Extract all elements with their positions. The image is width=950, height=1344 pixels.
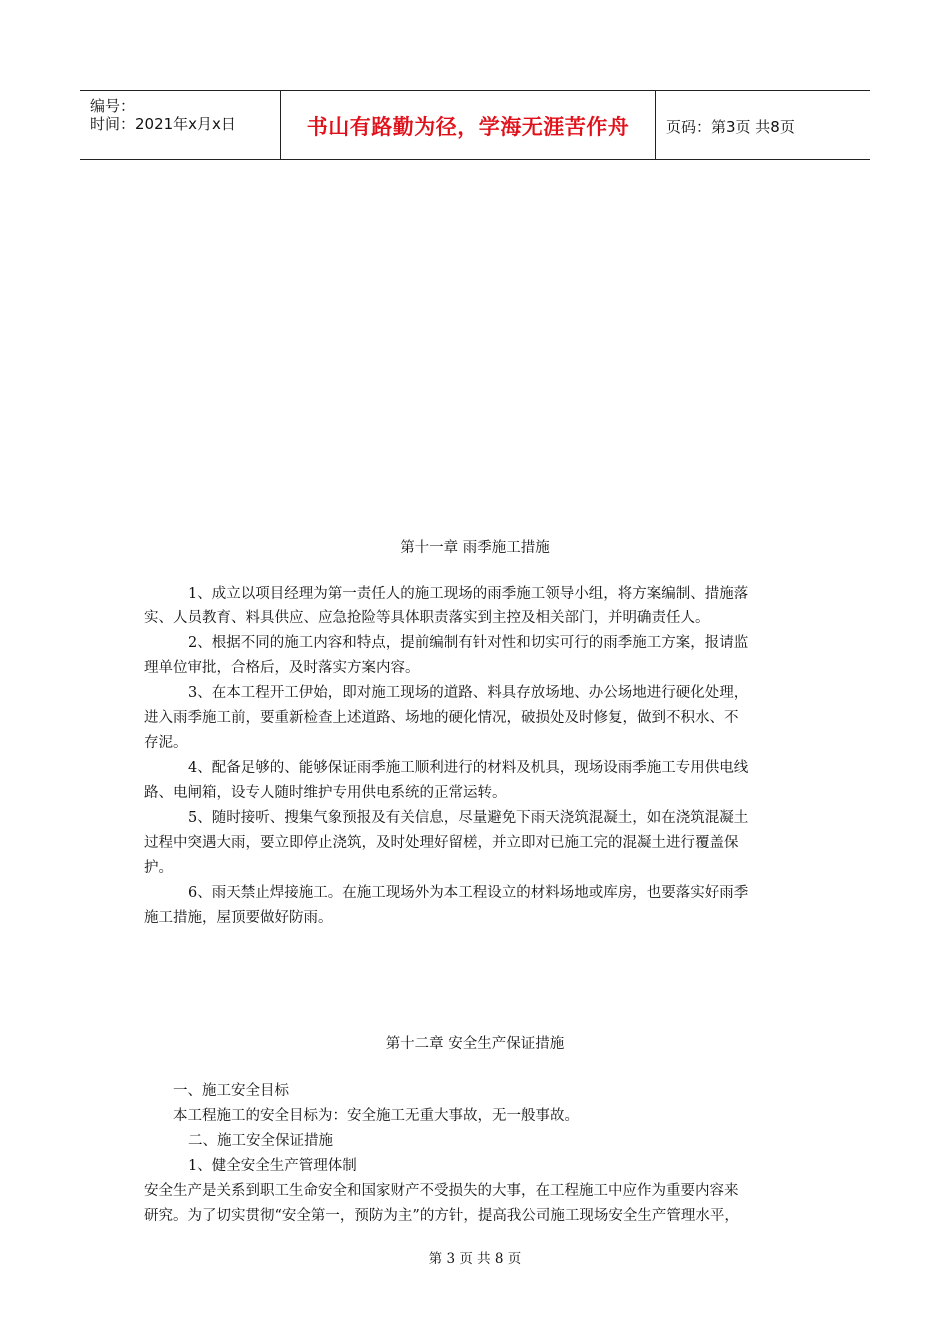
paragraph-line: 施工措施，屋顶要做好防雨。 xyxy=(144,910,333,926)
paragraph-line: 实、人员教育、料具供应、应急抢险等具体职责落实到主控及相关部门，并明确责任人。 xyxy=(144,610,710,626)
paragraph-line: 护。 xyxy=(144,860,173,876)
paragraph-line: 5、随时接听、搜集气象预报及有关信息，尽量避免下雨天浇筑混凝土，如在浇筑混凝土 xyxy=(188,810,749,826)
chapter-12-title: 第十二章 安全生产保证措施 xyxy=(385,1036,565,1052)
section-heading: 一、施工安全目标 xyxy=(173,1083,289,1099)
serial-number-label: 编号： xyxy=(90,97,136,115)
subsection-heading: 1、健全安全生产管理体制 xyxy=(188,1158,357,1174)
paragraph-line: 本工程施工的安全目标为：安全施工无重大事故，无一般事故。 xyxy=(173,1108,579,1124)
paragraph-line: 4、配备足够的、能够保证雨季施工顺利进行的材料及机具，现场设雨季施工专用供电线 xyxy=(188,760,749,776)
document-header xyxy=(80,90,870,160)
header-meta-cell xyxy=(80,91,280,159)
header-page-cell xyxy=(656,91,870,159)
page-info: 页码：第3页 共8页 xyxy=(666,118,795,136)
paragraph-line: 2、根据不同的施工内容和特点，提前编制有针对性和切实可行的雨季施工方案，报请监 xyxy=(188,635,749,651)
paragraph-line: 存泥。 xyxy=(144,735,188,751)
paragraph-line: 6、雨天禁止焊接施工。在施工现场外为本工程设立的材料场地或库房，也要落实好雨季 xyxy=(188,885,749,901)
paragraph-line: 安全生产是关系到职工生命安全和国家财产不受损失的大事，在工程施工中应作为重要内容来 xyxy=(144,1183,739,1199)
paragraph-line: 3、在本工程开工伊始，即对施工现场的道路、料具存放场地、办公场地进行硬化处理， xyxy=(188,685,749,701)
paragraph-line: 路、电闸箱，设专人随时维护专用供电系统的正常运转。 xyxy=(144,785,507,801)
paragraph-line: 理单位审批，合格后，及时落实方案内容。 xyxy=(144,660,420,676)
header-motto-cell xyxy=(280,91,656,159)
paragraph-line: 进入雨季施工前，要重新检查上述道路、场地的硬化情况，破损处及时修复，做到不积水、不 xyxy=(144,710,739,726)
paragraph-line: 过程中突遇大雨，要立即停止浇筑，及时处理好留槎，并立即对已施工完的混凝土进行覆盖保 xyxy=(144,835,739,851)
motto-text: 书山有路勤为径，学海无涯苦作舟 xyxy=(306,115,630,139)
chapter-11-title: 第十一章 雨季施工措施 xyxy=(400,540,550,556)
section-heading: 二、施工安全保证措施 xyxy=(188,1133,333,1149)
page-footer: 第 3 页 共 8 页 xyxy=(428,1251,522,1267)
paragraph-line: 1、成立以项目经理为第一责任人的施工现场的雨季施工领导小组，将方案编制、措施落 xyxy=(188,586,749,602)
paragraph-line: 研究。为了切实贯彻“安全第一，预防为主”的方针，提高我公司施工现场安全生产管理水平， xyxy=(144,1208,739,1224)
time-label: 时间：2021年x月x日 xyxy=(90,115,236,133)
